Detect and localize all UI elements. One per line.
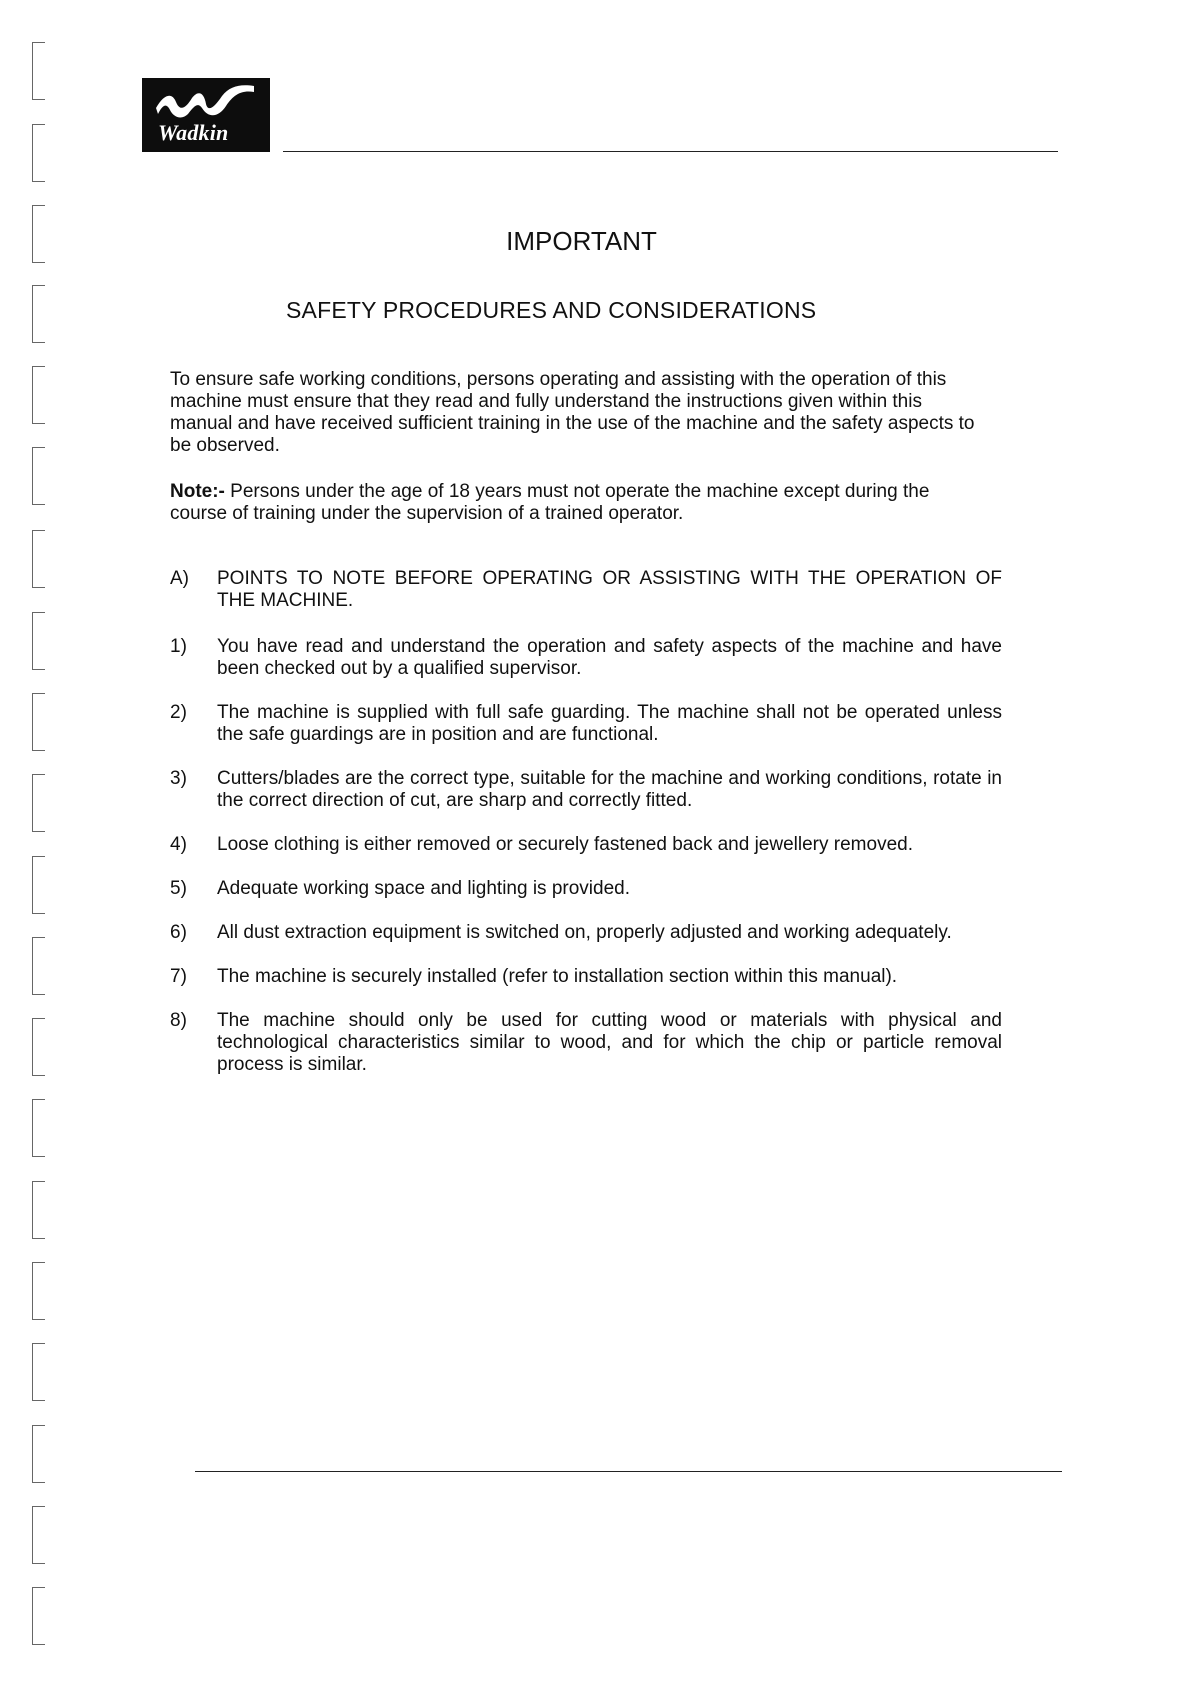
list-item (170, 702, 1002, 746)
binder-mark (32, 366, 45, 424)
binder-mark (32, 937, 45, 995)
binder-mark (32, 1262, 45, 1320)
item-number: 4) (170, 834, 187, 855)
section-number: A) (170, 568, 189, 589)
list-item (170, 922, 1002, 944)
item-number: 2) (170, 702, 187, 723)
header-rule (283, 151, 1058, 152)
binder-mark (32, 205, 45, 263)
item-text: Cutters/blades are the correct type, suitable for the machine and working conditions, rotate in the correct direction of cut, are sharp and correctly fitted. (217, 768, 1002, 811)
list-item (170, 966, 1002, 988)
item-text: The machine is supplied with full safe guarding. The machine shall not be operated unless the safe guardings are in position and are functional. (217, 702, 1002, 745)
binder-mark (32, 693, 45, 751)
page-subtitle: SAFETY PROCEDURES AND CONSIDERATIONS (286, 297, 817, 323)
binder-mark (32, 1425, 45, 1483)
wadkin-logo (142, 78, 270, 152)
item-text: The machine is securely installed (refer to installation section within this manual). (217, 966, 898, 987)
section-heading (170, 568, 1002, 612)
list-item (170, 768, 1002, 812)
binder-mark (32, 530, 45, 588)
binder-mark (32, 1018, 45, 1076)
list-item (170, 878, 1002, 900)
item-text: The machine should only be used for cutting wood or materials with physical and technological characteristics similar to wood, and for which the chip or particle removal process is similar. (217, 1010, 1002, 1075)
item-number: 6) (170, 922, 187, 943)
binder-marks (22, 0, 52, 1685)
binder-mark (32, 124, 45, 182)
logo-text: Wadkin (158, 120, 229, 145)
binder-mark (32, 1506, 45, 1564)
note-label: Note:- (170, 481, 225, 502)
item-text: Loose clothing is either removed or securely fastened back and jewellery removed. (217, 834, 913, 855)
intro-paragraph: To ensure safe working conditions, persons operating and assisting with the operation of this machine must ensure that they read and fully understand the instructions given within this manual and have received sufficient training in the use of the machine and the safety aspects to be observed. (170, 369, 975, 456)
list-item (170, 636, 1002, 680)
note-block (170, 481, 970, 525)
item-text: Adequate working space and lighting is provided. (217, 878, 630, 899)
binder-mark (32, 1099, 45, 1157)
item-number: 7) (170, 966, 187, 987)
list-item (170, 1010, 1002, 1076)
item-number: 3) (170, 768, 187, 789)
page-title: IMPORTANT (506, 226, 657, 256)
binder-mark (32, 856, 45, 914)
binder-mark (32, 285, 45, 343)
binder-mark (32, 1343, 45, 1401)
list-item (170, 834, 1002, 856)
binder-mark (32, 774, 45, 832)
section-heading-text: POINTS TO NOTE BEFORE OPERATING OR ASSISTING WITH THE OPERATION OF THE MACHINE. (217, 568, 1002, 611)
item-number: 5) (170, 878, 187, 899)
binder-mark (32, 1181, 45, 1239)
binder-mark (32, 612, 45, 670)
safety-points-list (170, 636, 1002, 1098)
item-number: 8) (170, 1010, 187, 1031)
binder-mark (32, 1587, 45, 1645)
item-text: All dust extraction equipment is switched on, properly adjusted and working adequately. (217, 922, 952, 943)
item-text: You have read and understand the operation and safety aspects of the machine and have been checked out by a qualified supervisor. (217, 636, 1002, 679)
binder-mark (32, 447, 45, 505)
item-number: 1) (170, 636, 187, 657)
note-text: Persons under the age of 18 years must not operate the machine except during the course of training under the supervision of a trained operator. (170, 481, 930, 524)
footer-rule (195, 1471, 1062, 1472)
binder-mark (32, 42, 45, 100)
